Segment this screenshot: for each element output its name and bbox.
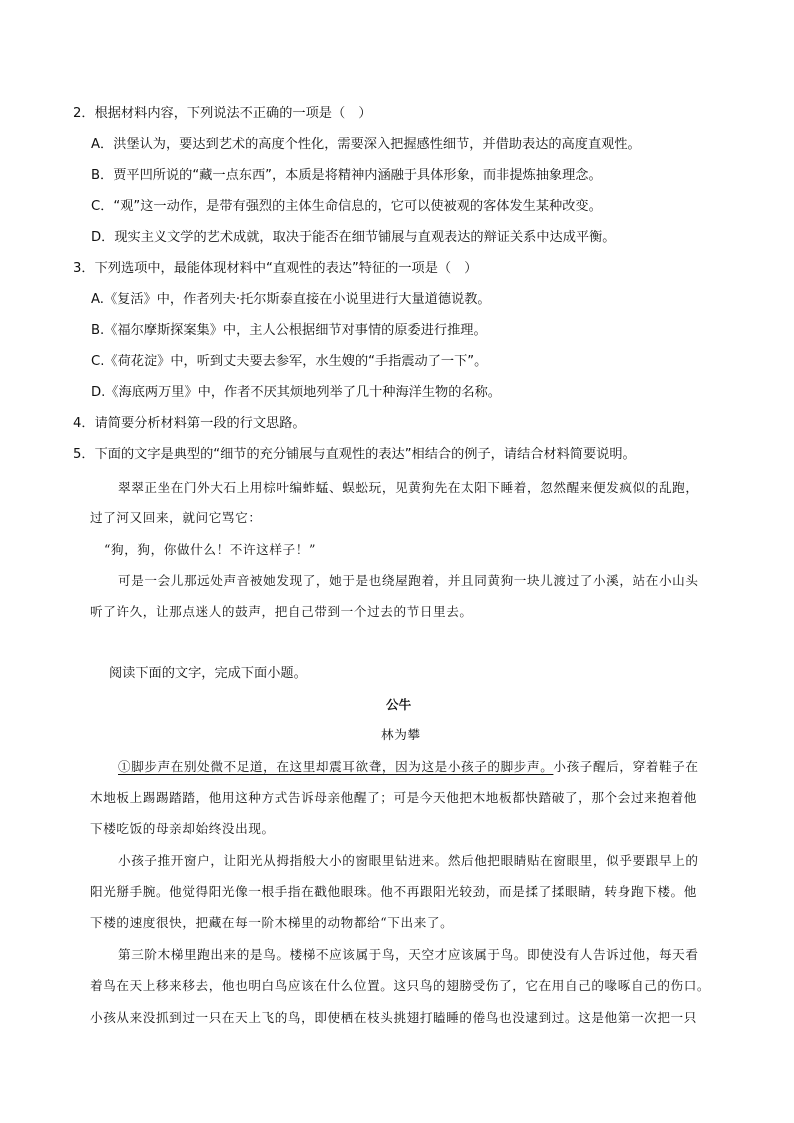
passage-title: 公牛 bbox=[386, 697, 412, 712]
question-3-option-b: B.《福尔摩斯探案集》中，主人公根据细节对事情的原委进行推理。 bbox=[91, 323, 487, 338]
passage-author: 林为攀 bbox=[381, 727, 421, 742]
reading-instruction: 阅读下面的文字，完成下面小题。 bbox=[109, 666, 307, 681]
excerpt-line: 听了许久，让那点迷人的鼓声，把自己带到一个过去的节日里去。 bbox=[90, 604, 473, 619]
question-2-stem: 2．根据材料内容，下列说法不正确的一项是（ ） bbox=[73, 106, 372, 121]
question-2-option-a: A．洪堡认为，要达到艺术的高度个性化，需要深入把握感性细节，并借助表达的高度直观性。 bbox=[91, 137, 641, 152]
excerpt-line: 翠翠正坐在门外大石上用棕叶编蚱蜢、蜈蚣玩，见黄狗先在太阳下睡着，忽然醒来便发疯似的乱跑， bbox=[118, 480, 699, 495]
passage-paragraph-line: 木地板上踢踢踏踏，他用这种方式告诉母亲他醒了；可是今天他把木地板都快踏破了，那个会过来抱着他 bbox=[90, 790, 697, 805]
question-3-option-a: A.《复活》中，作者列夫·托尔斯泰直接在小说里进行大量道德说教。 bbox=[91, 292, 491, 307]
passage-paragraph-line: 小孩子推开窗户，让阳光从拇指般大小的窗眼里钻进来。然后他把眼睛贴在窗眼里，似乎要跟早上的 bbox=[118, 853, 699, 868]
paragraph-text: 小孩子醒后，穿着鞋子在 bbox=[553, 759, 699, 774]
underlined-sentence: ①脚步声在别处微不足道，在这里却震耳欲聋，因为这是小孩子的脚步声。 bbox=[118, 759, 554, 774]
question-2-option-d: D．现实主义文学的艺术成就，取决于能否在细节铺展与直观表达的辩证关系中达成平衡。 bbox=[91, 230, 616, 245]
passage-paragraph-line: 着鸟在天上移来移去，他也明白鸟应该在什么位置。这只鸟的翅膀受伤了，它在用自己的喙啄自己的伤口。 bbox=[90, 978, 711, 993]
passage-paragraph-line: 第三阶木梯里跑出来的是鸟。楼梯不应该属于鸟，天空才应该属于鸟。即使没有人告诉过他，每天看 bbox=[118, 947, 699, 962]
question-3-option-d: D.《海底两万里》中，作者不厌其烦地列举了几十种海洋生物的名称。 bbox=[91, 385, 501, 400]
excerpt-dialogue: “狗，狗，你做什么！不许这样子！” bbox=[104, 542, 316, 557]
passage-paragraph-line: 阳光掰手腕。他觉得阳光像一根手指在戳他眼珠。他不再跟阳光较劲，而是揉了揉眼睛，转身跑下楼。他 bbox=[90, 884, 697, 899]
passage-paragraph-line bbox=[118, 758, 699, 776]
excerpt-line: 过了河又回来，就问它骂它： bbox=[90, 510, 262, 525]
passage-paragraph-line: 下楼吃饭的母亲却始终没出现。 bbox=[90, 821, 275, 836]
question-3-option-c: C.《荷花淀》中，听到丈夫要去参军，水生嫂的“手指震动了一下”。 bbox=[91, 354, 488, 369]
question-5-stem: 5．下面的文字是典型的“细节的充分铺展与直观性的表达”相结合的例子，请结合材料简要说明。 bbox=[73, 447, 636, 462]
question-4-stem: 4．请简要分析材料第一段的行文思路。 bbox=[73, 416, 306, 431]
question-2-option-c: C．“观”这一动作，是带有强烈的主体生命信息的，它可以使被观的客体发生某种改变。 bbox=[91, 199, 602, 214]
question-3-stem: 3．下列选项中，最能体现材料中“直观性的表达”特征的一项是（ ） bbox=[73, 261, 478, 276]
passage-paragraph-line: 小孩从来没抓到过一只在天上飞的鸟，即使栖在枝头挑翅打瞌睡的倦鸟也没逮到过。这是他第一次把一只 bbox=[90, 1010, 697, 1025]
passage-paragraph-line: 下楼的速度很快，把藏在每一阶木梯里的动物都给“下出来了。 bbox=[90, 915, 454, 930]
question-2-option-b: B．贾平凹所说的“藏一点东西”，本质是将精神内涵融于具体形象，而非提炼抽象理念。 bbox=[91, 168, 602, 183]
excerpt-line: 可是一会儿那远处声音被她发现了，她于是也绕屋跑着，并且同黄狗一块儿渡过了小溪，站在小山头 bbox=[118, 573, 699, 588]
